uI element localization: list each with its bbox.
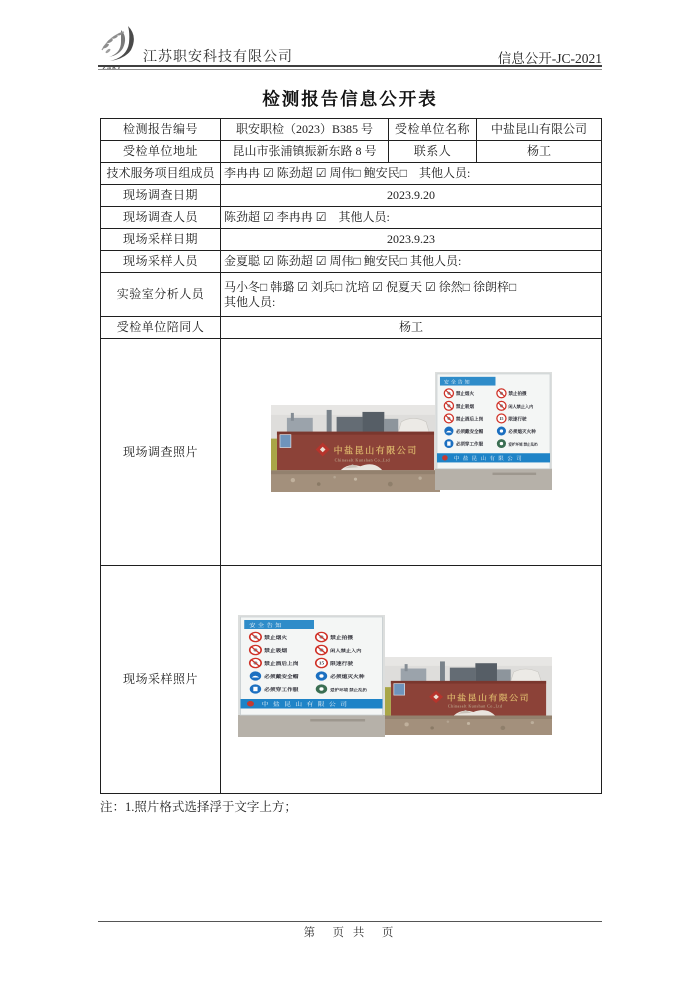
sampling-photo-label: 现场采样照片 [101,566,221,794]
chinasalt-round-logo [247,701,254,707]
gate-company-name-en: Chinasalt Kunshan Co.,Ltd [334,457,390,463]
protect-environment-icon [316,684,327,693]
table-row [101,317,602,339]
disclosure-table [100,118,602,794]
speed-limit-icon [316,658,327,667]
must-wear-workwear-icon [250,684,261,693]
table-row [101,339,602,566]
table-row [101,229,602,251]
sign-label: 闲人禁止入内 [330,649,362,654]
survey-photo-factory-gate [271,405,440,492]
sign-label: 闲人禁止入内 [508,403,534,409]
unit-name-value: 中盐昆山有限公司 [477,119,602,141]
company-name: 江苏职安科技有限公司 [143,50,293,65]
must-extinguish-fire-icon [497,427,506,436]
unit-addr-label: 受检单位地址 [101,141,221,163]
table-row [101,185,602,207]
speed-limit-value: 15 [318,662,325,667]
footnote: 注：1.照片格式选择浮于文字上方； [100,800,297,814]
gate-company-name-cn: 中盐昆山有限公司 [333,445,418,456]
report-no-value: 职安职检（2023）B385 号 [221,119,389,141]
sign-footer-text: 中盐昆山有限公司 [453,456,526,462]
lab-staff-line1: 马小冬□ 韩璐 ☑ 刘兵□ 沈培 ☑ 倪夏天 ☑ 徐然□ 徐朗梓□ [224,279,517,294]
lab-staff-label: 实验室分析人员 [101,273,221,317]
sign-label: 必须戴安全帽 [455,428,484,434]
contact-label: 联系人 [389,141,477,163]
sampling-staff-label: 现场采样人员 [101,251,221,273]
speed-limit-value: 15 [499,416,504,422]
sign-label: 禁止烟火 [264,635,288,641]
table-row [101,566,602,794]
sign-label: 禁止拍摄 [508,391,527,397]
table-row [101,119,602,141]
lab-staff-line2: 其他人员: [224,294,276,309]
protect-environment-icon [497,439,506,448]
sign-footer-text: 中盐昆山有限公司 [261,701,352,708]
no-smoking-icon [444,401,453,410]
no-entry-icon [497,401,506,410]
gate-company-name-cn: 中盐昆山有限公司 [446,692,531,703]
team-label: 技术服务项目组成员 [101,163,221,185]
no-alcohol-on-duty-icon [444,414,453,423]
sign-label: 禁止酒后上岗 [264,661,299,667]
yellow-post [271,439,277,471]
no-open-flame-icon [444,389,453,398]
sampling-staff-checklist: 金夏聪 ☑ 陈劲超 ☑ 周伟□ 鲍安民□ 其他人员: [221,251,602,273]
table-row [101,207,602,229]
sign-label: 禁止吸烟 [264,648,288,654]
sampling-photo-sign-board [238,615,385,737]
table-row [101,273,602,317]
sign-label: 爱护环境 禁止乱扔 [508,442,538,447]
sampling-photo-factory-gate [385,657,552,735]
sampling-date-label: 现场采样日期 [101,229,221,251]
sign-label: 限速行驶 [508,416,527,422]
must-wear-helmet-icon [444,427,453,436]
footer-divider [98,921,602,922]
sign-label: 必须穿工作服 [455,441,484,447]
sign-header-text: 安全告知 [249,623,285,629]
team-checklist: 李冉冉 ☑ 陈劲超 ☑ 周伟□ 鲍安民□ 其他人员: [221,163,602,185]
survey-staff-label: 现场调查人员 [101,207,221,229]
no-photography-icon [497,389,506,398]
survey-photo-label: 现场调查照片 [101,339,221,566]
escort-label: 受检单位陪同人 [101,317,221,339]
no-photography-icon [316,632,327,641]
logo-swirl-icon [102,26,134,61]
escort-value: 杨工 [221,317,602,339]
page-number-text: 第 页 共 页 [303,927,397,939]
blue-wall-sign [280,435,291,448]
yellow-post [385,687,391,715]
table-row [101,163,602,185]
contact-value: 杨工 [477,141,602,163]
sign-label: 爱护环境 禁止乱扔 [330,687,368,692]
unit-addr-value: 昆山市张浦镇振新东路 8 号 [221,141,389,163]
sign-label: 必须戴安全帽 [264,674,299,680]
must-wear-workwear-icon [444,439,453,448]
sign-label: 必须穿工作服 [264,687,299,693]
sampling-date-value: 2023.9.23 [221,229,602,251]
sign-label: 必须熄灭火种 [330,674,365,680]
sign-label: 必须熄灭火种 [508,428,536,434]
report-no-label: 检测报告编号 [101,119,221,141]
sign-label: 禁止拍摄 [330,635,354,641]
no-smoking-icon [250,645,261,654]
must-extinguish-fire-icon [316,671,327,680]
sampling-photo-cell [221,566,602,794]
blue-wall-sign [394,684,405,696]
header-divider [98,65,602,70]
survey-photo-sign-board [435,372,552,490]
unit-name-label: 受检单位名称 [389,119,477,141]
lab-staff-checklist [221,273,602,317]
sign-label: 限速行驶 [330,661,354,667]
survey-photo-cell [221,339,602,566]
page-title: 检测报告信息公开表 [262,89,438,109]
survey-staff-checklist: 陈劲超 ☑ 李冉冉 ☑ 其他人员: [221,207,602,229]
sign-header-text: 安全告知 [443,380,472,386]
must-wear-helmet-icon [250,671,261,680]
no-open-flame-icon [250,632,261,641]
speed-limit-icon [497,414,506,423]
table-row [101,251,602,273]
logo-zakj-text: ZAKJ [102,63,121,72]
survey-date-label: 现场调查日期 [101,185,221,207]
no-entry-icon [316,645,327,654]
no-alcohol-on-duty-icon [250,658,261,667]
sign-label: 禁止烟火 [455,391,475,397]
chinasalt-round-logo [442,455,448,460]
doc-code: 信息公开-JC-2021 [497,51,602,66]
sign-label: 禁止吸烟 [455,403,475,409]
survey-date-value: 2023.9.20 [221,185,602,207]
gate-company-name-en: Chinasalt Kunshan Co.,Ltd [447,704,503,709]
table-row [101,141,602,163]
sign-label: 禁止酒后上岗 [455,416,484,422]
